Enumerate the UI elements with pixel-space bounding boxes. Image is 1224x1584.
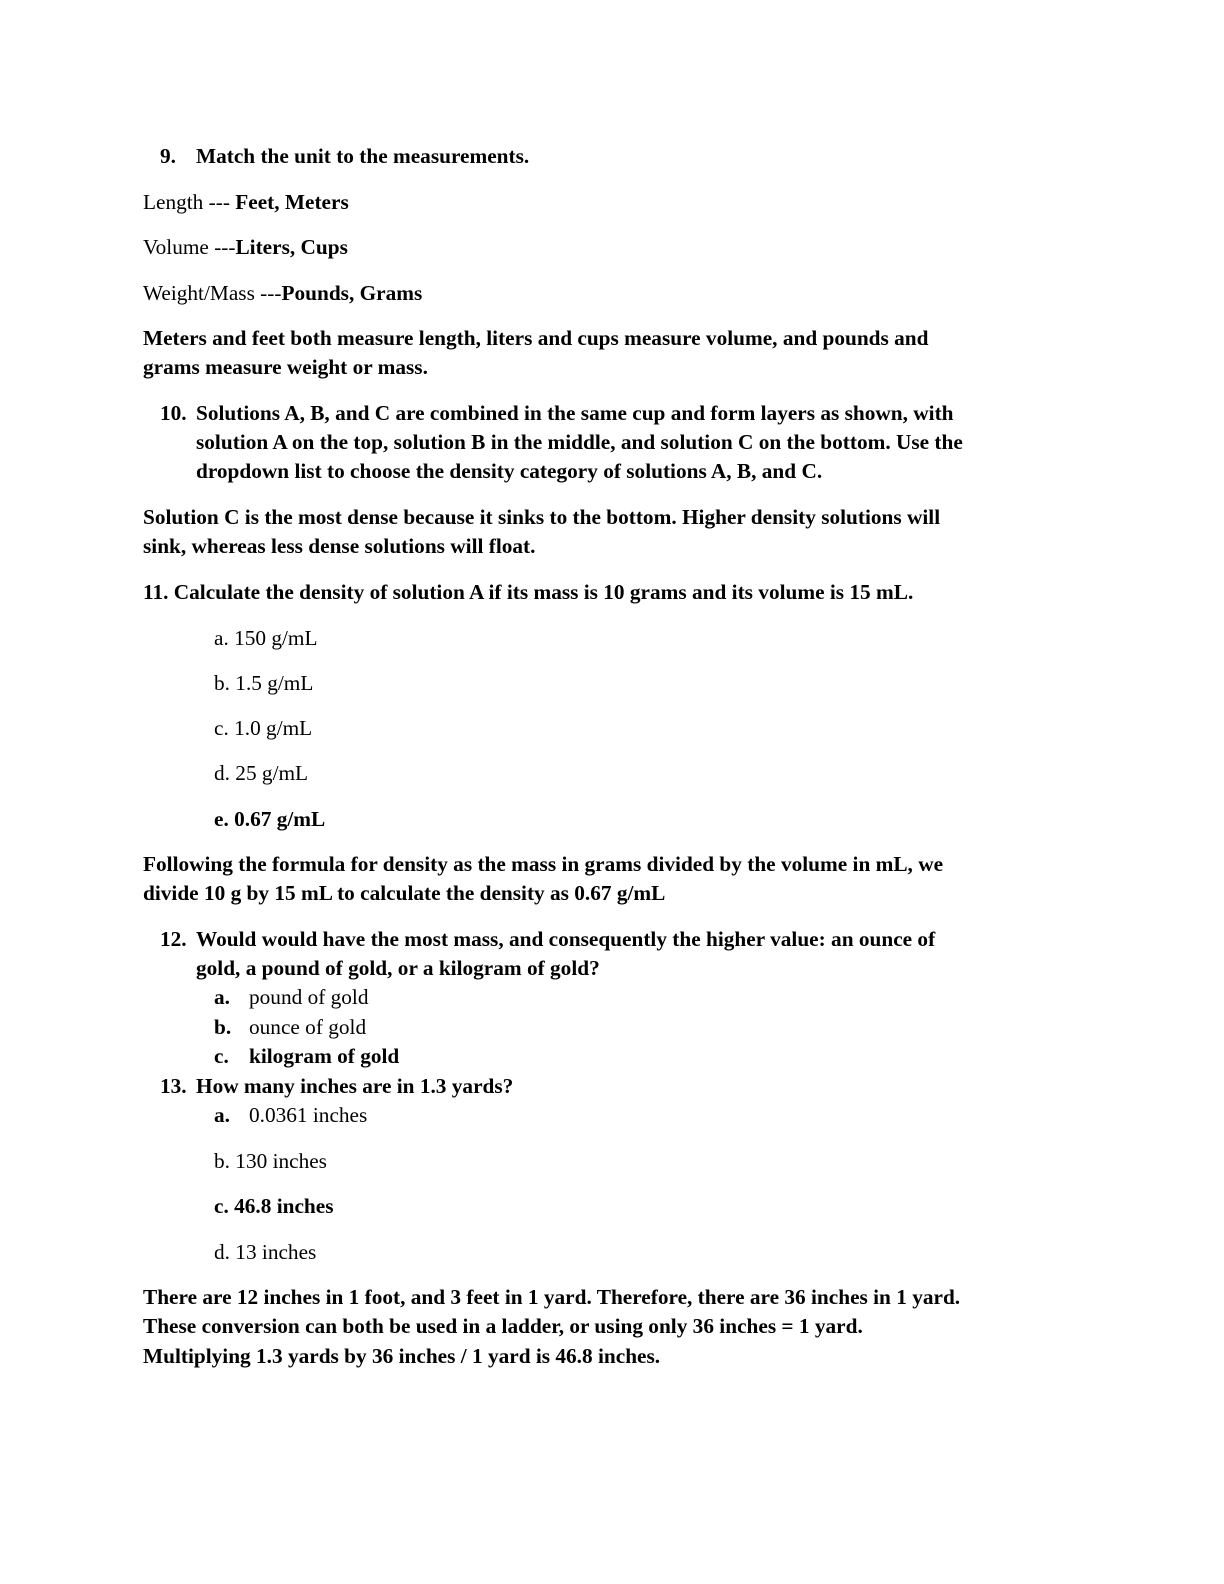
q12-option-letter: a. [214,985,230,1009]
q13-option-c-correct: c. 46.8 inches [214,1194,334,1218]
q9-row-length [143,188,349,217]
q9-row-label: Volume --- [143,235,236,259]
q11-option-a: a. 150 g/mL [214,626,318,650]
q12-option-letter: b. [214,1015,232,1039]
q13-option-a [214,1101,367,1130]
q12-option-text: pound of gold [249,985,369,1009]
q13-explanation-line: Multiplying 1.3 yards by 36 inches / 1 yard is 46.8 inches. [143,1344,661,1368]
q12-question-line [160,925,935,954]
q10-question-line: solution A on the top, solution B in the middle, and solution C on the bottom. Use the [196,430,963,454]
q9-number: 9. [160,144,176,168]
q9-row-answer: Feet, Meters [235,190,349,214]
q9-row-answer: Liters, Cups [235,235,348,259]
q9-row-volume [143,233,348,262]
q9-row-answer: Pounds, Grams [281,281,423,305]
q9-explanation-line: Meters and feet both measure length, liters and cups measure volume, and pounds and [143,326,929,350]
q13-explanation-line: There are 12 inches in 1 foot, and 3 feet in 1 yard. Therefore, there are 36 inches in 1 yard. [143,1285,961,1309]
q9-row-weight [143,279,422,308]
q12-question-text: Would would have the most mass, and consequently the higher value: an ounce of [196,927,936,951]
q9-question [160,142,529,171]
q13-option-letter: a. [214,1103,230,1127]
q12-option-text: kilogram of gold [249,1044,400,1068]
q13-option-d: d. 13 inches [214,1240,317,1264]
q12-option-b [214,1013,366,1042]
q13-option-b: b. 130 inches [214,1149,327,1173]
q11-option-d: d. 25 g/mL [214,761,309,785]
q11-explanation-line: divide 10 g by 15 mL to calculate the density as 0.67 g/mL [143,881,666,905]
q12-option-text: ounce of gold [249,1015,367,1039]
q10-number: 10. [160,401,187,425]
q11-question: 11. Calculate the density of solution A if its mass is 10 grams and its volume is 15 mL. [143,580,914,604]
q12-option-c-correct [214,1042,399,1071]
q11-option-c: c. 1.0 g/mL [214,716,313,740]
q10-explanation-line: Solution C is the most dense because it sinks to the bottom. Higher density solutions will [143,505,941,529]
q11-explanation-line: Following the formula for density as the mass in grams divided by the volume in mL, we [143,852,944,876]
q9-row-label: Weight/Mass --- [143,281,282,305]
q9-explanation-line: grams measure weight or mass. [143,355,428,379]
q11-option-e-correct: e. 0.67 g/mL [214,807,326,831]
q13-question [160,1072,513,1101]
q9-row-label: Length --- [143,190,236,214]
q10-question-line: dropdown list to choose the density category of solutions A, B, and C. [196,459,823,483]
q13-explanation-line: These conversion can both be used in a ladder, or using only 36 inches = 1 yard. [143,1314,863,1338]
q10-question-line [160,399,954,428]
q9-question-text: Match the unit to the measurements. [196,144,530,168]
q13-question-text: How many inches are in 1.3 yards? [196,1074,514,1098]
q12-question-line: gold, a pound of gold, or a kilogram of gold? [196,956,600,980]
q11-option-b: b. 1.5 g/mL [214,671,314,695]
q12-option-letter: c. [214,1044,229,1068]
q12-number: 12. [160,927,187,951]
q13-option-text: 0.0361 inches [249,1103,368,1127]
q10-explanation-line: sink, whereas less dense solutions will float. [143,534,536,558]
q13-number: 13. [160,1074,187,1098]
q10-question-text: Solutions A, B, and C are combined in the same cup and form layers as shown, with [196,401,954,425]
q12-option-a [214,983,369,1012]
